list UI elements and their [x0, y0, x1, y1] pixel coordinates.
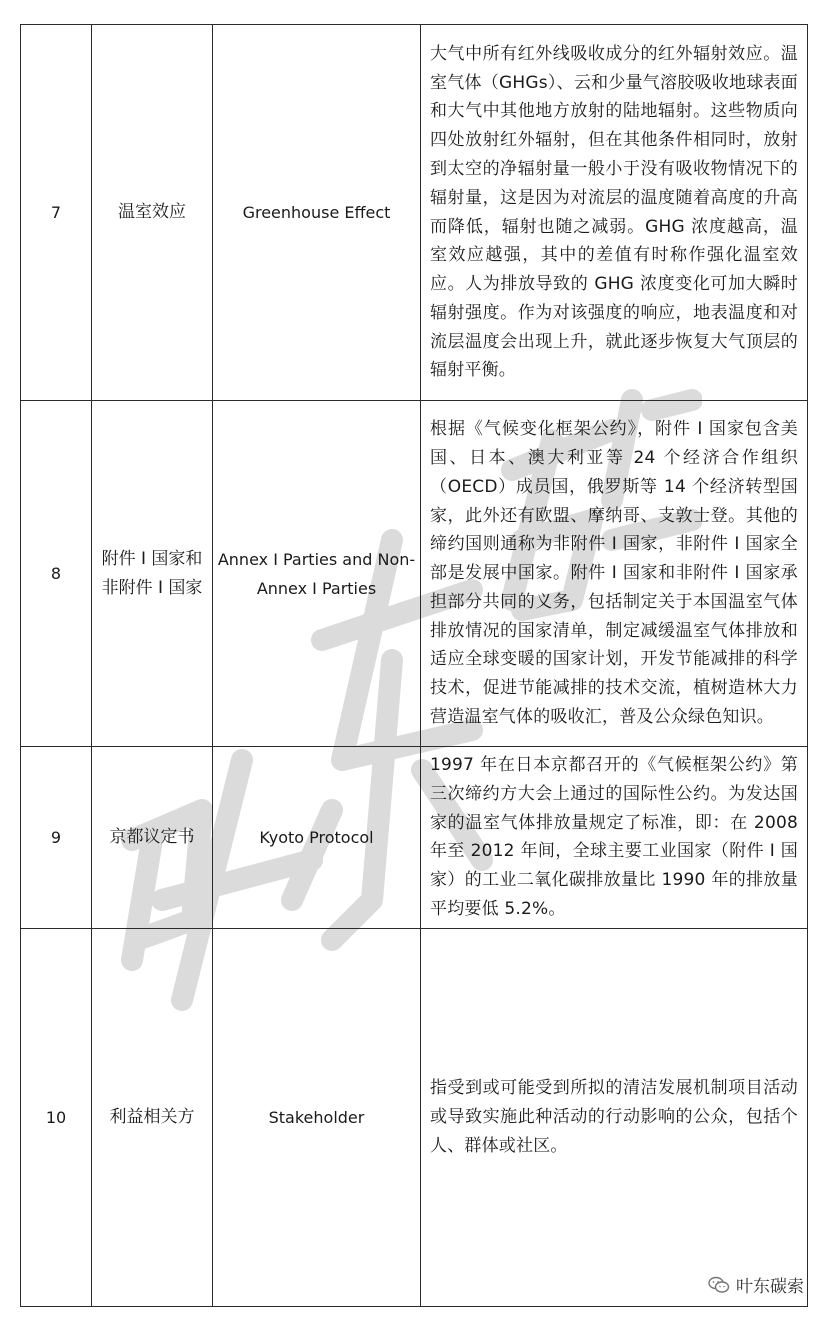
table-row — [21, 928, 808, 1306]
table-row — [21, 747, 808, 929]
term-chinese: 利益相关方 — [92, 928, 213, 1306]
row-number: 10 — [21, 928, 92, 1306]
table-row — [21, 25, 808, 401]
brand-label — [708, 1272, 804, 1297]
term-english: Greenhouse Effect — [213, 25, 421, 401]
term-definition: 1997 年在日本京都召开的《气候框架公约》第三次缔约方大会上通过的国际性公约。为发达国家的温室气体排放量规定了标准，即：在 2008 年至 2012 年间，全球主要工业国家（附件 I 国家）的工业二氧化碳排放量比 1990 年的排放量平均要低 5.2%。 — [421, 747, 808, 929]
term-chinese: 京都议定书 — [92, 747, 213, 929]
term-chinese: 温室效应 — [92, 25, 213, 401]
table-row — [21, 401, 808, 747]
term-english: Annex I Parties and Non-Annex I Parties — [213, 401, 421, 747]
glossary-table — [20, 24, 808, 1307]
term-english: Kyoto Protocol — [213, 747, 421, 929]
row-number: 8 — [21, 401, 92, 747]
term-definition: 大气中所有红外线吸收成分的红外辐射效应。温室气体（GHGs）、云和少量气溶胶吸收地球表面和大气中其他地方放射的陆地辐射。这些物质向四处放射红外辐射，但在其他条件相同时，放射到太空的净辐射量一般小于没有吸收物情况下的辐射量，这是因为对流层的温度随着高度的升高而降低，辐射也随之减弱。GHG 浓度越高，温室效应越强，其中的差值有时称作强化温室效应。人为排放导致的 GHG 浓度变化可加大瞬时辐射强度。作为对该强度的响应，地表温度和对流层温度会出现上升，就此逐步恢复大气顶层的辐射平衡。 — [421, 25, 808, 401]
row-number: 9 — [21, 747, 92, 929]
term-definition: 指受到或可能受到所拟的清洁发展机制项目活动或导致实施此种活动的行动影响的公众，包括个人、群体或社区。 — [421, 928, 808, 1306]
term-definition: 根据《气候变化框架公约》，附件 I 国家包含美国、日本、澳大利亚等 24 个经济合作组织（OECD）成员国，俄罗斯等 14 个经济转型国家，此外还有欧盟、摩纳哥、支敦士登。其他的缔约国则通称为非附件 I 国家，非附件 I 国家全部是发展中国家。附件 I 国家和非附件 I 国家承担部分共同的义务，包括制定关于本国温室气体排放情况的国家清单，制定减缓温室气体排放和适应全球变暖的国家计划，开发节能减排的科学技术，促进节能减排的技术交流，植树造林大力营造温室气体的吸收汇，普及公众绿色知识。 — [421, 401, 808, 747]
brand-text: 叶东碳索 — [736, 1277, 804, 1297]
term-english: Stakeholder — [213, 928, 421, 1306]
term-chinese: 附件 I 国家和非附件 I 国家 — [92, 401, 213, 747]
wechat-icon — [708, 1276, 730, 1294]
row-number: 7 — [21, 25, 92, 401]
